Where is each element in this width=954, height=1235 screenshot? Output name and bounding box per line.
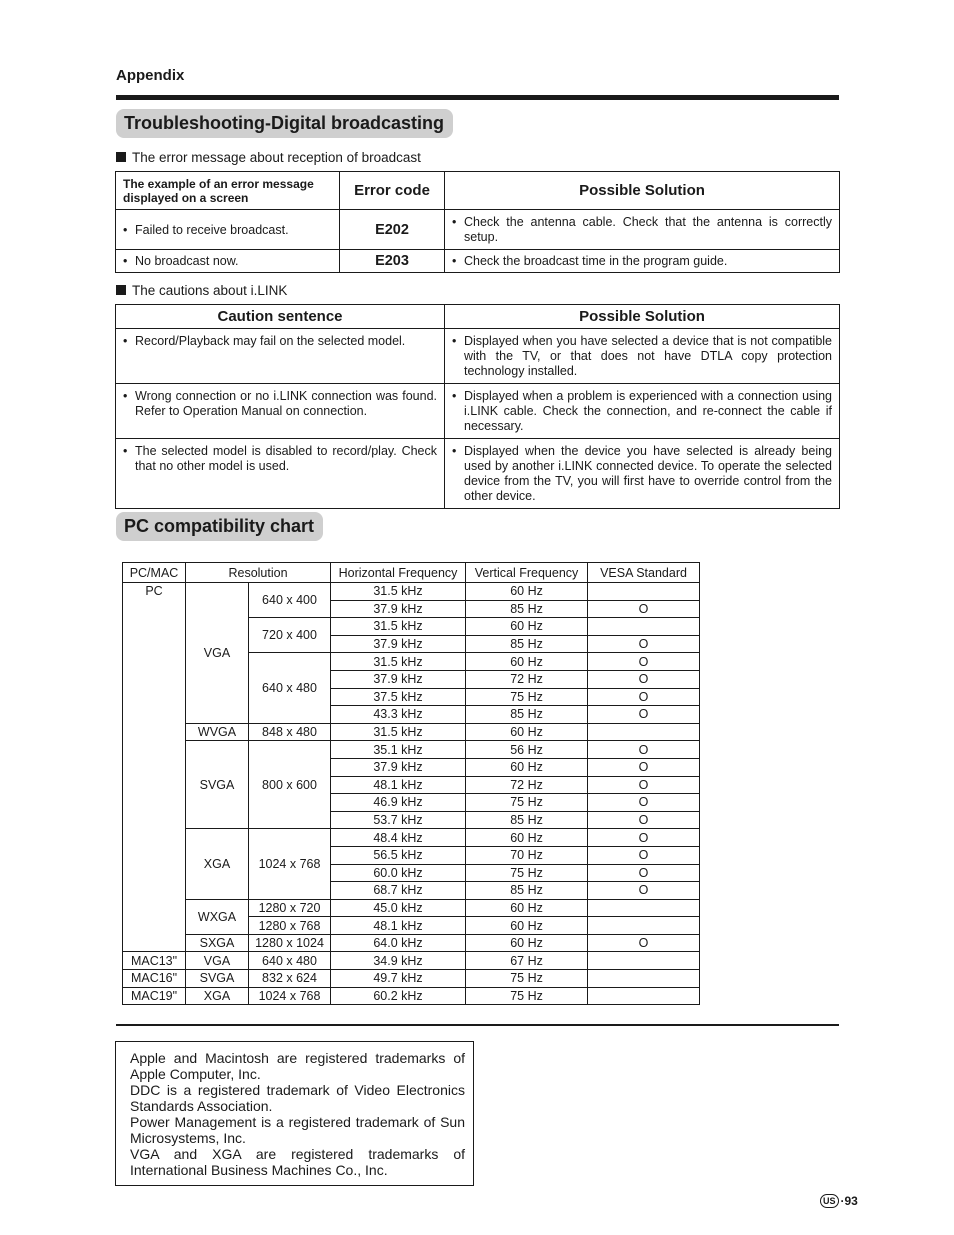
table-row: XGA 1024 x 768 48.4 kHz 60 Hz O — [123, 829, 700, 847]
bullet-icon: • — [452, 253, 457, 268]
mode-mac-svga: SVGA — [186, 970, 249, 988]
error-code: E202 — [340, 210, 445, 250]
table-row: MAC19" XGA 1024 x 768 60.2 kHz 75 Hz — [123, 987, 700, 1005]
mode-svga: SVGA — [186, 741, 249, 829]
section-title-troubleshooting: Troubleshooting-Digital broadcasting — [116, 109, 453, 138]
table-row: 48.1 kHz 72 Hz O — [123, 776, 700, 794]
table-row: 43.3 kHz 85 Hz O — [123, 706, 700, 724]
table-row: 720 x 400 31.5 kHz 60 Hz — [123, 618, 700, 636]
mode-sxga: SXGA — [186, 934, 249, 952]
col-code-header: Error code — [340, 172, 445, 210]
mode-mac-xga: XGA — [186, 987, 249, 1005]
table-row: MAC16" SVGA 832 x 624 49.7 kHz 75 Hz — [123, 970, 700, 988]
table-row: 60.0 kHz 75 Hz O — [123, 864, 700, 882]
table-row: SVGA 800 x 600 35.1 kHz 56 Hz O — [123, 741, 700, 759]
table-row: • The selected model is disabled to record/play. Check that no other model is used. • Displayed when the device you have selected is already being used by another i.LINK connected device. To operate the selected device from the TV, you will first have to override control from the other device. — [116, 439, 840, 509]
col-vfreq-header: Vertical Frequency — [466, 563, 588, 583]
table-row: 56.5 kHz 70 Hz O — [123, 846, 700, 864]
mode-vga: VGA — [186, 583, 249, 724]
bottom-divider — [116, 1024, 839, 1026]
bullet-icon: • — [452, 389, 457, 403]
resolution: 1280 x 768 — [249, 917, 331, 935]
appendix-heading: Appendix — [116, 67, 185, 84]
bullet-icon: • — [452, 334, 457, 348]
table-row: WVGA 848 x 480 31.5 kHz 60 Hz — [123, 723, 700, 741]
table-row: PC VGA 640 x 400 31.5 kHz 60 Hz — [123, 583, 700, 601]
pc-label: PC — [123, 583, 186, 952]
table-row: 37.5 kHz 75 Hz O — [123, 688, 700, 706]
mac16-label: MAC16" — [123, 970, 186, 988]
resolution: 1024 x 768 — [249, 987, 331, 1005]
col-solution-header: Possible Solution — [445, 172, 840, 210]
page-number: US ·93 — [820, 1194, 858, 1208]
resolution: 640 x 480 — [249, 952, 331, 970]
table-row: • Wrong connection or no i.LINK connection was found. Refer to Operation Manual on connection. • Displayed when a problem is experienced with a connection using i.LINK cable. Check the connection, and re-connect the cable if necessary. — [116, 384, 840, 439]
ilink-subtitle: The cautions about i.LINK — [116, 283, 287, 298]
col-example-header: The example of an error message displayed on a screen — [116, 172, 340, 210]
bullet-icon: • — [123, 253, 128, 268]
col-caution-header: Caution sentence — [116, 305, 445, 329]
square-bullet-icon — [116, 285, 126, 295]
resolution: 720 x 400 — [249, 618, 331, 653]
table-row: • Failed to receive broadcast. E202 • Check the antenna cable. Check that the antenna is correctly setup. — [116, 210, 840, 250]
table-row: SXGA 1280 x 1024 64.0 kHz 60 Hz O — [123, 934, 700, 952]
table-row: 46.9 kHz 75 Hz O — [123, 794, 700, 812]
resolution: 800 x 600 — [249, 741, 331, 829]
col-hfreq-header: Horizontal Frequency — [331, 563, 466, 583]
resolution: 1024 x 768 — [249, 829, 331, 899]
bullet-icon: • — [452, 215, 457, 229]
mode-wvga: WVGA — [186, 723, 249, 741]
resolution: 640 x 400 — [249, 583, 331, 618]
bullet-icon: • — [123, 444, 128, 458]
trademark-line: DDC is a registered trademark of Video Electronics Standards Association. — [130, 1082, 465, 1114]
table-row: 37.9 kHz 85 Hz O — [123, 635, 700, 653]
bullet-icon: • — [123, 334, 128, 348]
trademark-notice — [115, 1041, 474, 1186]
ilink-table — [115, 304, 840, 509]
resolution: 848 x 480 — [249, 723, 331, 741]
mac19-label: MAC19" — [123, 987, 186, 1005]
table-row: MAC13" VGA 640 x 480 34.9 kHz 67 Hz — [123, 952, 700, 970]
table-row: 1280 x 768 48.1 kHz 60 Hz — [123, 917, 700, 935]
mac13-label: MAC13" — [123, 952, 186, 970]
bullet-icon: • — [452, 444, 457, 458]
col-resolution-header: Resolution — [186, 563, 331, 583]
table-row: • Record/Playback may fail on the selected model. • Displayed when you have selected a device that is not compatible with the TV, or that does not have DTLA copy protection technology installed. — [116, 329, 840, 384]
table-row: 640 x 480 31.5 kHz 60 Hz O — [123, 653, 700, 671]
table-row: 37.9 kHz 60 Hz O — [123, 758, 700, 776]
table-row: • No broadcast now. E203 • Check the broadcast time in the program guide. — [116, 250, 840, 273]
col-solution-header: Possible Solution — [445, 305, 840, 329]
table-row: 53.7 kHz 85 Hz O — [123, 811, 700, 829]
table-row: 37.9 kHz 85 Hz O — [123, 600, 700, 618]
resolution: 832 x 624 — [249, 970, 331, 988]
bullet-icon: • — [123, 222, 128, 237]
mode-mac-vga: VGA — [186, 952, 249, 970]
col-pcmac-header: PC/MAC — [123, 563, 186, 583]
trademark-line: VGA and XGA are registered trademarks of International Business Machines Co., Inc. — [130, 1146, 465, 1178]
error-subtitle: The error message about reception of broadcast — [116, 150, 421, 165]
trademark-line: Apple and Macintosh are registered trademarks of Apple Computer, Inc. — [130, 1050, 465, 1082]
error-code: E203 — [340, 250, 445, 273]
resolution: 640 x 480 — [249, 653, 331, 723]
bullet-icon: • — [123, 389, 128, 403]
mode-xga: XGA — [186, 829, 249, 899]
resolution: 1280 x 720 — [249, 899, 331, 917]
error-table — [115, 171, 840, 273]
trademark-line: Power Management is a registered trademark of Sun Microsystems, Inc. — [130, 1114, 465, 1146]
mode-wxga: WXGA — [186, 899, 249, 934]
col-vesa-header: VESA Standard — [588, 563, 700, 583]
table-row: 37.9 kHz 72 Hz O — [123, 670, 700, 688]
square-bullet-icon — [116, 152, 126, 162]
table-row: WXGA 1280 x 720 45.0 kHz 60 Hz — [123, 899, 700, 917]
resolution: 1280 x 1024 — [249, 934, 331, 952]
section-title-pc-compat: PC compatibility chart — [116, 512, 323, 541]
region-badge: US — [820, 1194, 839, 1208]
pc-compatibility-table — [122, 562, 700, 1005]
top-divider — [116, 95, 839, 100]
table-row: 68.7 kHz 85 Hz O — [123, 882, 700, 900]
